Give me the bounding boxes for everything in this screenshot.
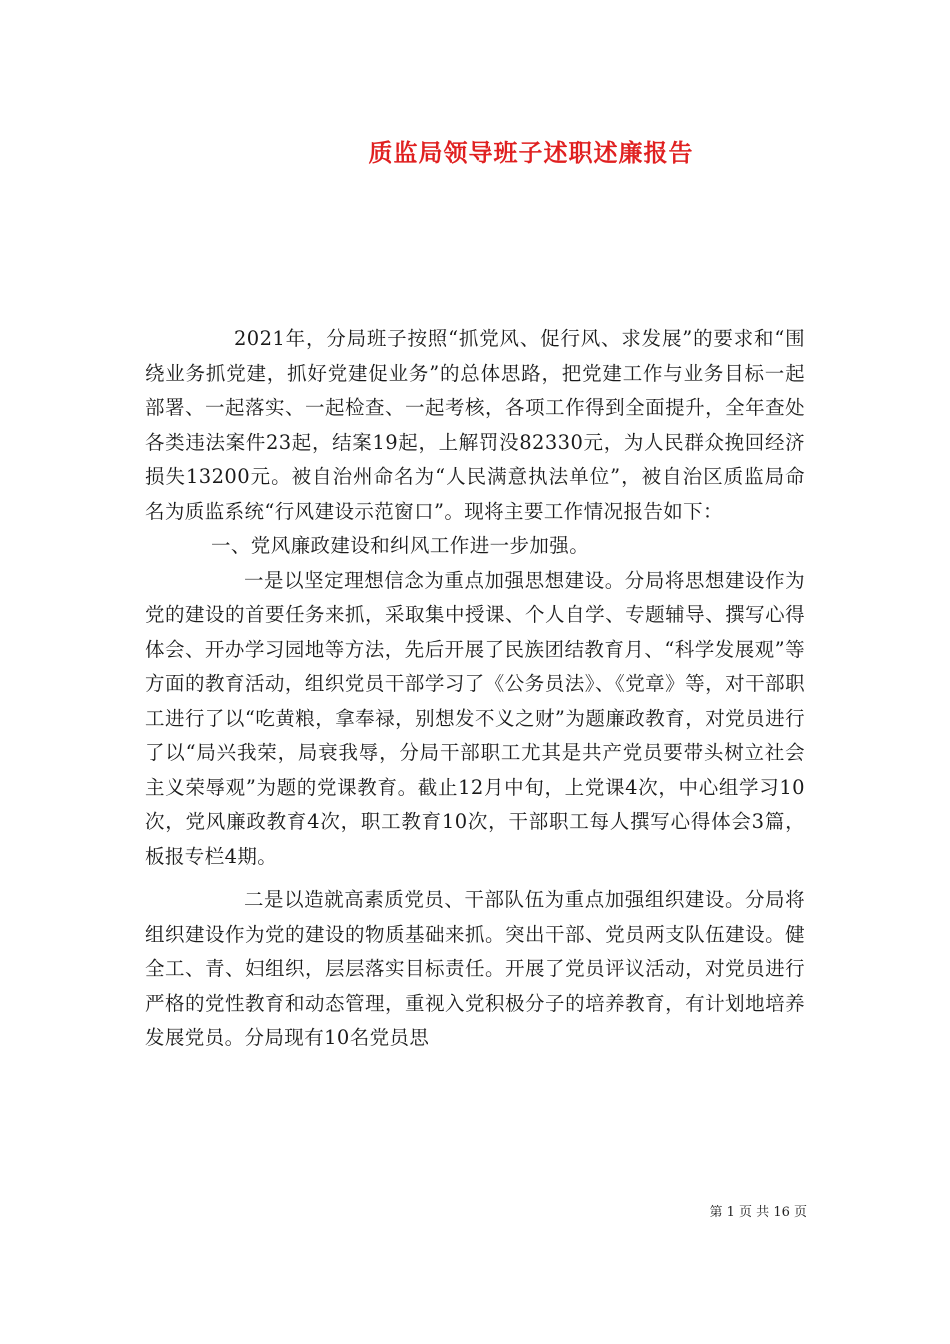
paragraph-thought-building: 一是以坚定理想信念为重点加强思想建设。分局将思想建设作为党的建设的首要任务来抓，采取集中授课、个人自学、专题辅导、撰写心得体会、开办学习园地等方法，先后开展了民族团结教育月、“科学发展观”等方面的教育活动，组织党员干部学习了《公务员法》、《党章》等，对干部职工进行了以“吃黄粮，拿奉禄，别想发不义之财”为题廉政教育，对党员进行了以“局兴我荣，局衰我辱，分局干部职工尤其是共产党员要带头树立社会主义荣辱观”为题的党课教育。截止12月中旬，上党课4次，中心组学习10次，党风廉政教育4次，职工教育10次，干部职工每人撰写心得体会3篇，板报专栏4期。 [145,568,805,868]
page-number: 第 1 页 共 16 页 [709,1205,807,1220]
document-title: 质监局领导班子述职述廉报告 [368,138,694,167]
paragraph-organization-building: 二是以造就高素质党员、干部队伍为重点加强组织建设。分局将组织建设作为党的建设的物质基础来抓。突出干部、党员两支队伍建设。健全工、青、妇组织，层层落实目标责任。开展了党员评议活动，对党员进行严格的党性教育和动态管理，重视入党积极分子的培养教育，有计划地培养发展党员。分局现有10名党员思 [145,888,805,1049]
paragraph-intro: 2021年，分局班子按照“抓党风、促行风、求发展”的要求和“围绕业务抓党建，抓好党建促业务”的总体思路，把党建工作与业务目标一起部署、一起落实、一起检查、一起考核，各项工作得到全面提升，全年查处各类违法案件23起，结案19起，上解罚没82330元，为人民群众挽回经济损失13200元。被自治州命名为“人民满意执法单位”，被自治区质监局命名为质监系统“行风建设示范窗口”。现将主要工作情况报告如下： [145,327,805,523]
section-heading-1: 一、党风廉政建设和纠风工作进一步加强。 [211,534,590,557]
document-body [145,322,805,1056]
